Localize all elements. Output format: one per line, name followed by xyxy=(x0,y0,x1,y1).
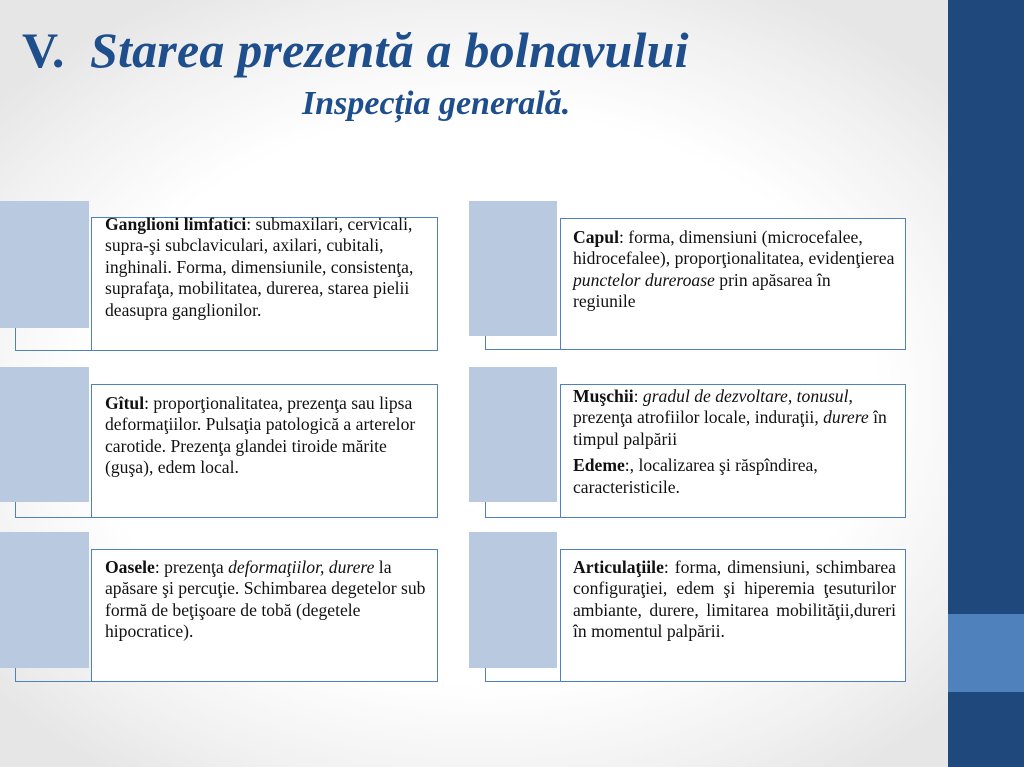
panel-body: la apăsare şi percuţie. Schimbarea degetelor sub formă de beţişoare de tobă (degetele hipocratice). xyxy=(105,557,426,642)
panel-paragraph xyxy=(573,557,896,643)
panel-accent-block xyxy=(0,367,89,502)
panel-text xyxy=(573,227,895,313)
title-text: Starea prezentă a bolnavului xyxy=(89,22,689,78)
panel-body: : prezenţa xyxy=(154,557,229,577)
panel-heading: Muşchii xyxy=(573,386,634,406)
panel-paragraph-edeme xyxy=(573,455,898,498)
panel-body-italic: gradul de dezvoltare, tonusul xyxy=(642,386,849,406)
panel-paragraph xyxy=(573,227,895,313)
panel-heading: Oasele xyxy=(105,557,155,577)
panel-heading: Capul xyxy=(573,227,619,247)
panel-text xyxy=(105,214,427,321)
panel-body: în timpul palpării xyxy=(573,407,887,449)
slide-subtitle: Inspecția generală. xyxy=(302,85,571,122)
panel-body: prin apăsarea în regiunile xyxy=(573,269,831,312)
panel-text xyxy=(105,557,427,643)
title-number: V. xyxy=(22,22,65,78)
panel-body: , prezenţa atrofiilor locale, induraţii, xyxy=(573,386,853,428)
panel-body: : forma, dimensiuni (microcefalee, hidrocefalee), proporţionalitatea, evidenţierea xyxy=(573,227,895,269)
panel-body: : xyxy=(633,386,643,406)
panel-text xyxy=(573,557,896,643)
panel-heading: Ganglioni limfatici xyxy=(105,214,247,234)
panel-text xyxy=(573,386,898,498)
panel-body: :, localizarea şi răspîndirea, caracteristicile. xyxy=(573,455,818,497)
panel-heading: Articulaţiile xyxy=(573,557,664,577)
panel-accent-block xyxy=(469,532,557,668)
panel-body-italic: punctelor dureroase xyxy=(573,269,715,290)
panel-heading-edeme: Edeme xyxy=(573,455,625,476)
panel-body-italic: deformaţiilor, durere xyxy=(228,557,375,577)
panel-body: : proporţionalitatea, prezenţa sau lipsa deformaţiilor. Pulsaţia patologică a arterelor carotide. Prezenţa glandei tiroide mărite (guşa), edem local. xyxy=(105,393,416,478)
slide-title xyxy=(22,18,952,82)
sidebar-accent-block xyxy=(948,614,1024,692)
panel-body: : forma, dimensiuni, schimbarea configuraţiei, edem şi hiperemia ţesuturilor ambiante, durere, limitarea mobilităţii,dureri în momentul palpării. xyxy=(573,557,896,642)
decorative-sidebar xyxy=(948,0,1024,767)
panel-paragraph xyxy=(105,214,427,321)
panel-heading: Gîtul xyxy=(105,393,145,413)
panel-paragraph xyxy=(105,557,427,643)
panel-accent-block xyxy=(0,532,89,668)
panel-accent-block xyxy=(469,367,557,502)
panel-body-italic: durere xyxy=(823,407,869,428)
panel-body: : submaxilari, cervicali, supra-şi subclaviculari, axilari, cubitali, inghinali. Forma, dimensiunile, consistenţa, suprafaţa, mobilitatea, durerea, starea pielii deasupra ganglionilor. xyxy=(105,214,414,320)
panel-accent-block xyxy=(469,201,557,336)
panel-accent-block xyxy=(0,201,89,328)
panel-paragraph xyxy=(105,393,427,479)
panel-text xyxy=(105,393,427,479)
panel-paragraph xyxy=(573,386,898,450)
